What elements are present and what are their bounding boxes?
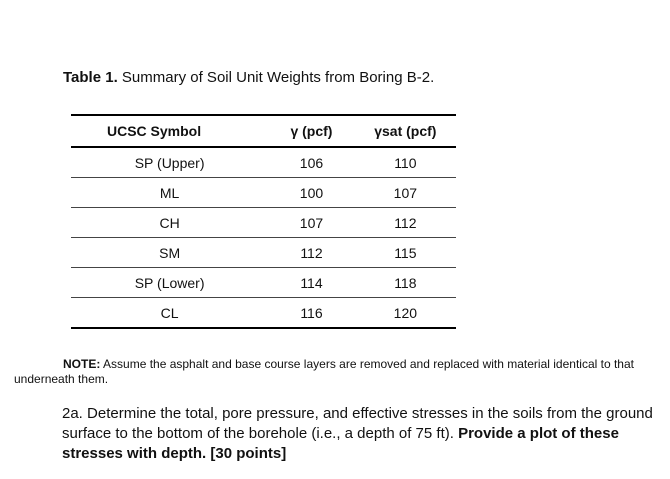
cell-gamma: 106 [268,147,354,178]
soil-unit-weights-table [71,114,456,329]
cell-gamma-sat: 112 [355,208,456,238]
cell-gamma: 107 [268,208,354,238]
cell-gamma-sat: 107 [355,178,456,208]
cell-symbol: SM [71,238,268,268]
cell-gamma-sat: 118 [355,268,456,298]
caption-text: Summary of Soil Unit Weights from Boring B-2. [117,69,435,86]
cell-gamma-sat: 110 [355,147,456,178]
cell-gamma: 112 [268,238,354,268]
cell-gamma-sat: 115 [355,238,456,268]
note-label: NOTE: [63,357,101,371]
cell-symbol: CH [71,208,268,238]
table-row [71,147,456,178]
table-row [71,208,456,238]
header-ucsc-symbol: UCSC Symbol [71,115,268,147]
table-row [71,178,456,208]
caption-label: Table 1. [63,69,118,86]
question-text: 2a. Determine the total, pore pressure, and effective stresses in the soils from the ground surface to the bottom of the borehole (i.e., a depth of 75 ft). [62,405,653,442]
cell-symbol: SP (Upper) [71,147,268,178]
table-note [14,357,654,387]
table-row [71,268,456,298]
header-gamma: γ (pcf) [268,115,354,147]
note-text: Assume the asphalt and base course layers are removed and replaced with material identical to that underneath them. [14,357,634,386]
table-header-row [71,115,456,147]
cell-gamma-sat: 120 [355,298,456,329]
cell-symbol: CL [71,298,268,329]
cell-gamma: 114 [268,268,354,298]
question-bold-text: Provide a plot of these stresses with depth. [30 points] [62,425,619,462]
cell-gamma: 116 [268,298,354,329]
question-2a [62,404,662,464]
table-row [71,298,456,329]
table-row [71,238,456,268]
header-gamma-sat: γsat (pcf) [355,115,456,147]
cell-symbol: ML [71,178,268,208]
table-caption [63,69,434,86]
cell-symbol: SP (Lower) [71,268,268,298]
cell-gamma: 100 [268,178,354,208]
